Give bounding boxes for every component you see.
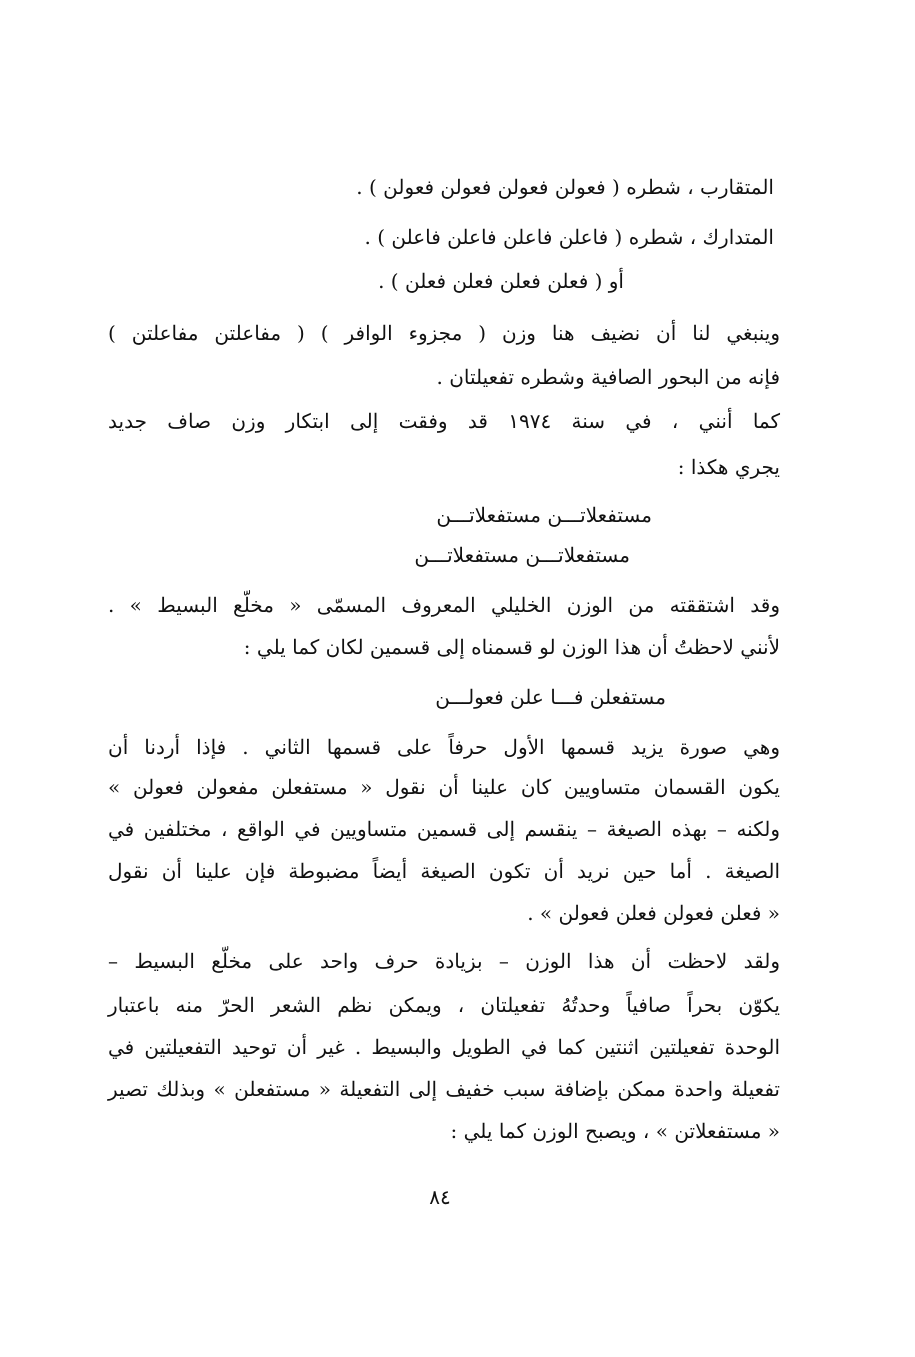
text-line: مستفعلاتـــن مستفعلاتـــن (414, 543, 630, 567)
text-line: الصيغة . أما حين نريد أن تكون الصيغة أيضاً مضبوطة فإن علينا أن نقول (108, 859, 780, 883)
text-line: ولكنه – بهذه الصيغة – ينقسم إلى قسمين متساويين في الواقع ، مختلفين في (108, 817, 780, 841)
text-line: كما أنني ، في سنة ١٩٧٤ قد وفقت إلى ابتكار وزن صاف جديد (108, 409, 780, 433)
text-line: تفعيلة واحدة ممكن بإضافة سبب خفيف إلى التفعيلة « مستفعلن » وبذلك تصير (108, 1077, 780, 1101)
text-line: « فعلن فعولن فعلن فعولن » . (527, 901, 780, 925)
text-line: المتقارب ، شطره ( فعولن فعولن فعولن فعولن ) . (356, 175, 774, 199)
page-number: ٨٤ (429, 1185, 451, 1209)
text-line: مستفعلاتـــن مستفعلاتـــن (436, 503, 652, 527)
text-line: يجري هكذا : (677, 455, 780, 479)
text-line: الوحدة تفعيلتين اثنتين كما في الطويل والبسيط . غير أن توحيد التفعيلتين في (108, 1035, 780, 1059)
text-line: يكوّن بحراً صافياً وحدتُهُ تفعيلتان ، ويمكن نظم الشعر الحرّ منه باعتبار (108, 993, 780, 1017)
text-line: « مستفعلاتن » ، ويصبح الوزن كما يلي : (450, 1119, 780, 1143)
text-line: يكون القسمان متساويين كان علينا أن نقول « مستفعلن مفعولن فعولن » (108, 775, 780, 799)
text-line: المتدارك ، شطره ( فاعلن فاعلن فاعلن فاعلن ) . (364, 225, 774, 249)
text-line: وقد اشتققته من الوزن الخليلي المعروف المسمّى « مخلّع البسيط » . (108, 593, 780, 617)
text-line: فإنه من البحور الصافية وشطره تفعيلتان . (436, 365, 780, 389)
text-line: وينبغي لنا أن نضيف هنا وزن ( مجزوء الوافر ) ( مفاعلتن مفاعلتن ) (108, 321, 780, 345)
text-line: لأنني لاحظتُ أن هذا الوزن لو قسمناه إلى قسمين لكان كما يلي : (243, 635, 780, 659)
text-line: وهي صورة يزيد قسمها الأول حرفاً على قسمها الثاني . فإذا أردنا أن (108, 735, 780, 759)
text-line: أو ( فعلن فعلن فعلن فعلن ) . (378, 269, 624, 293)
text-line: ولقد لاحظت أن هذا الوزن – بزيادة حرف واحد على مخلّع البسيط – (108, 949, 780, 973)
text-line: مستفعلن فـــا علن فعولـــن (435, 685, 666, 709)
